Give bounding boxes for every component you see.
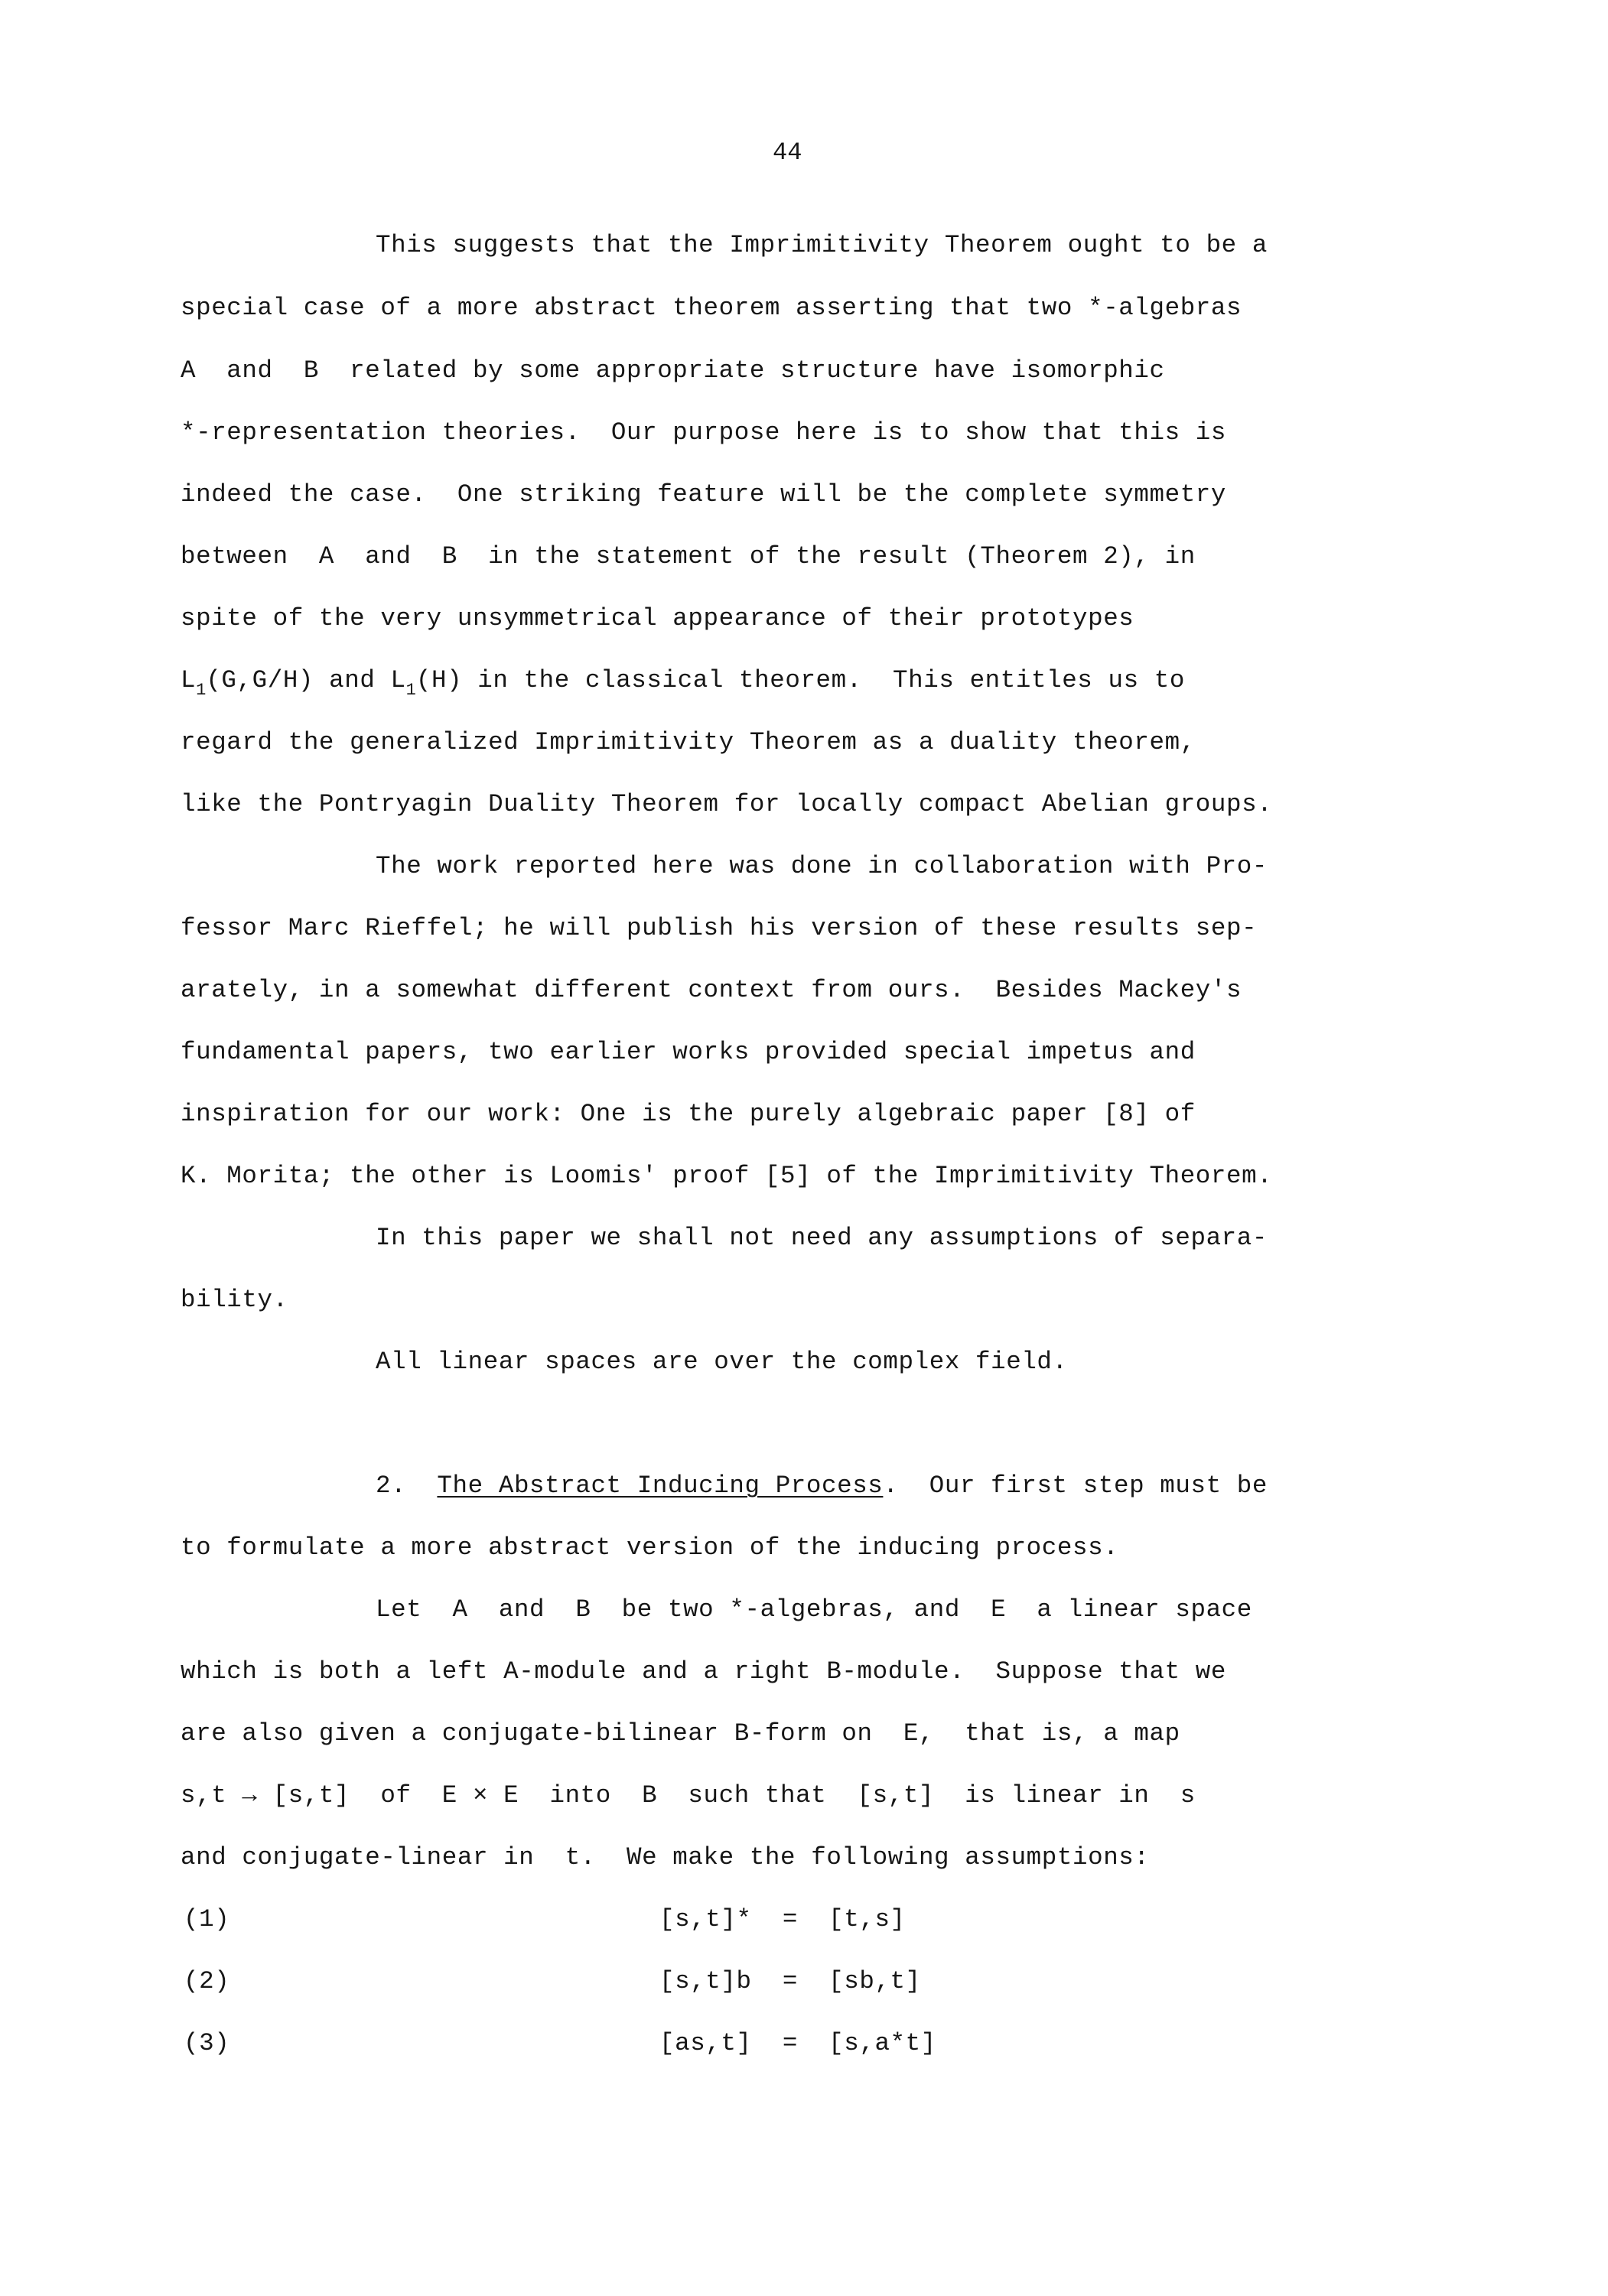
paragraph-line: K. Morita; the other is Loomis' proof [5] of the Imprimitivity Theorem. xyxy=(181,1162,1273,1190)
paragraph-line: arately, in a somewhat different context from ours. Besides Mackey's xyxy=(181,976,1242,1004)
paragraph-line: *-representation theories. Our purpose here is to show that this is xyxy=(181,418,1227,447)
equation-number: (3) xyxy=(184,2029,230,2057)
text-run: (H) in the classical theorem. This entitles us to xyxy=(415,666,1186,694)
text-run: . Our first step must be xyxy=(883,1472,1268,1500)
paragraph-line: All linear spaces are over the complex field. xyxy=(376,1348,1068,1376)
paragraph-line: are also given a conjugate-bilinear B-form on E, that is, a map xyxy=(181,1719,1180,1748)
paragraph-line: to formulate a more abstract version of the inducing process. xyxy=(181,1533,1119,1562)
equation-number: (1) xyxy=(184,1905,230,1933)
paragraph-line: s,t → [s,t] of E × E into B such that [s,t] is linear in s xyxy=(181,1781,1196,1810)
section-title: The Abstract Inducing Process xyxy=(437,1472,884,1500)
page-number: 44 xyxy=(773,138,802,167)
paragraph-line: between A and B in the statement of the result (Theorem 2), in xyxy=(181,542,1196,571)
equation-expression: [s,t]* = [t,s] xyxy=(659,1905,906,1933)
paragraph-line: Let A and B be two *-algebras, and E a linear space xyxy=(376,1595,1252,1624)
paragraph-line: special case of a more abstract theorem asserting that two *-algebras xyxy=(181,294,1242,322)
equation-expression: [s,t]b = [sb,t] xyxy=(659,1967,921,1995)
paragraph-line xyxy=(181,665,1185,698)
subscript: 1 xyxy=(405,681,416,700)
symbol-L: L xyxy=(181,666,197,694)
section-number: 2. xyxy=(376,1472,438,1500)
paragraph-line: regard the generalized Imprimitivity Theorem as a duality theorem, xyxy=(181,728,1196,756)
paragraph-line: In this paper we shall not need any assumptions of separa- xyxy=(376,1224,1268,1252)
paragraph-line: like the Pontryagin Duality Theorem for locally compact Abelian groups. xyxy=(181,790,1273,818)
paragraph-line: This suggests that the Imprimitivity Theorem ought to be a xyxy=(376,231,1268,259)
section-heading xyxy=(376,1471,1268,1501)
paragraph-line: and conjugate-linear in t. We make the following assumptions: xyxy=(181,1843,1150,1872)
paragraph-line: indeed the case. One striking feature will be the complete symmetry xyxy=(181,480,1227,509)
equation-expression: [as,t] = [s,a*t] xyxy=(659,2029,936,2057)
paragraph-line: bility. xyxy=(181,1286,288,1314)
paragraph-line: fessor Marc Rieffel; he will publish his version of these results sep- xyxy=(181,914,1258,942)
text-run: (G,G/H) and L xyxy=(206,666,406,694)
equation-number: (2) xyxy=(184,1967,230,1995)
paragraph-line: spite of the very unsymmetrical appearance of their prototypes xyxy=(181,604,1134,633)
subscript: 1 xyxy=(196,681,207,700)
paragraph-line: inspiration for our work: One is the purely algebraic paper [8] of xyxy=(181,1100,1196,1128)
paragraph-line: fundamental papers, two earlier works provided special impetus and xyxy=(181,1038,1196,1066)
paragraph-line: which is both a left A-module and a right B-module. Suppose that we xyxy=(181,1657,1227,1686)
paragraph-line: The work reported here was done in collaboration with Pro- xyxy=(376,852,1268,880)
paragraph-line: A and B related by some appropriate structure have isomorphic xyxy=(181,356,1165,385)
